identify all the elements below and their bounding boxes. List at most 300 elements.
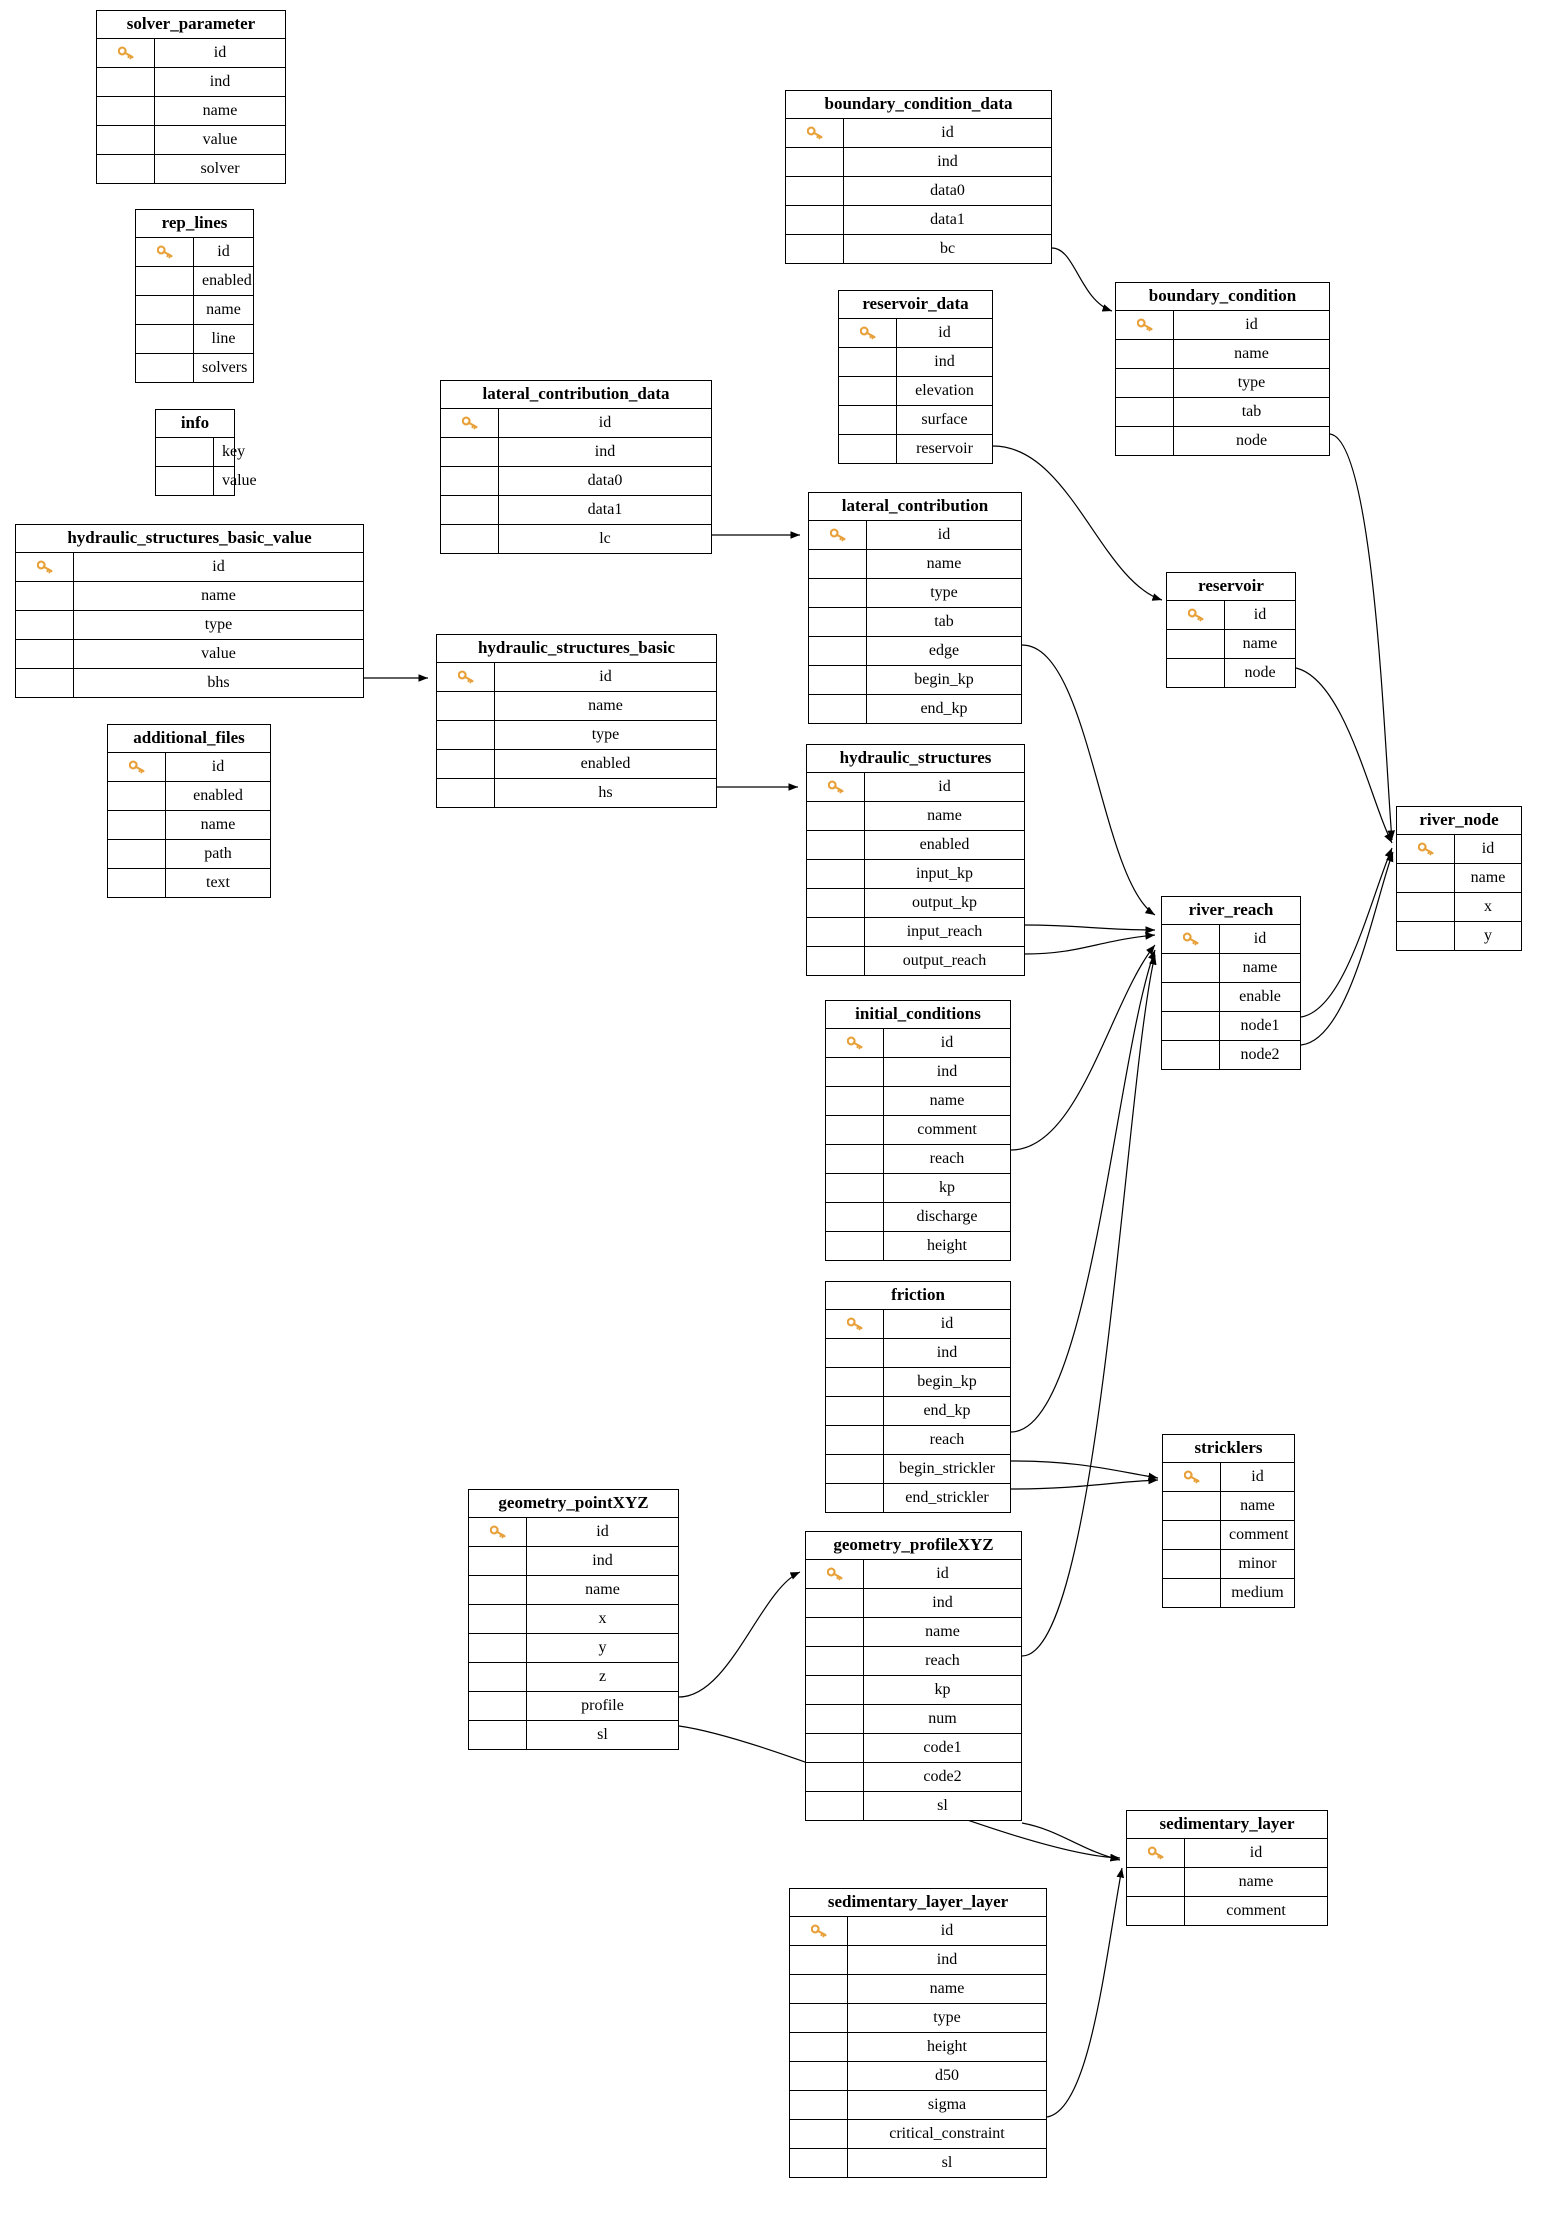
column-name: enabled: [580, 754, 631, 772]
relationship-edge: [1025, 935, 1155, 954]
entity-column-row: [809, 637, 1021, 666]
entity-table-geometry_pointXYZ[interactable]: [468, 1489, 679, 1750]
column-name: id: [938, 323, 951, 341]
column-key-cell: [1116, 340, 1174, 368]
column-key-cell: [826, 1203, 884, 1231]
entity-table-river_node[interactable]: [1396, 806, 1522, 951]
entity-column-row: [790, 1946, 1046, 1975]
column-key-cell: [441, 438, 499, 466]
column-name: tab: [934, 612, 954, 630]
column-name: num: [928, 1709, 957, 1727]
column-key-cell: [806, 1734, 864, 1762]
column-key-cell: [469, 1576, 527, 1604]
column-name: id: [1253, 929, 1267, 947]
entity-table-lateral_contribution[interactable]: [808, 492, 1022, 724]
column-name: code1: [923, 1738, 962, 1756]
column-key-cell: [1116, 369, 1174, 397]
primary-key-icon: [16, 553, 74, 581]
column-name: path: [204, 844, 232, 862]
entity-table-info[interactable]: [155, 409, 257, 496]
entity-column-row: [1116, 398, 1329, 427]
entity-table-hydraulic_structures_basic[interactable]: [436, 634, 717, 808]
entity-column-row: [807, 773, 1024, 802]
column-name: ind: [209, 72, 231, 90]
entity-column-row: [441, 409, 711, 438]
entity-table-stricklers[interactable]: [1162, 1434, 1295, 1608]
entity-column-row: [16, 669, 363, 697]
column-name: type: [930, 583, 958, 601]
entity-table-initial_conditions[interactable]: [825, 1000, 1011, 1261]
column-name: begin_kp: [917, 1372, 977, 1390]
entity-column-row: [136, 238, 253, 267]
column-name: name: [929, 1091, 965, 1109]
column-name: name: [1242, 958, 1278, 976]
column-name: name: [1242, 634, 1278, 652]
column-key-cell: [826, 1232, 884, 1260]
entity-column-row: [826, 1484, 1010, 1512]
primary-key-icon: [437, 663, 495, 691]
column-name: reach: [929, 1430, 965, 1448]
column-key-cell: [809, 637, 867, 665]
entity-column-row: [790, 2120, 1046, 2149]
entity-title: hydraulic_structures_basic_value: [16, 525, 363, 553]
column-name: id: [1249, 1843, 1263, 1861]
column-name: name: [929, 1979, 965, 1997]
column-name: id: [936, 1564, 949, 1582]
entity-column-row: [469, 1547, 678, 1576]
column-name: lc: [599, 529, 611, 547]
entity-column-row: [97, 39, 285, 68]
entity-column-row: [1163, 1579, 1294, 1607]
entity-title: additional_files: [108, 725, 270, 753]
column-name: name: [1234, 344, 1269, 362]
column-key-cell: [16, 669, 74, 697]
column-name: comment: [1229, 1525, 1289, 1543]
column-name: input_kp: [916, 864, 973, 882]
column-key-cell: [97, 68, 155, 96]
column-key-cell: [826, 1058, 884, 1086]
entity-column-row: [16, 582, 363, 611]
column-name: x: [1484, 897, 1492, 915]
column-name: name: [200, 815, 236, 833]
entity-column-row: [97, 68, 285, 97]
entity-column-row: [806, 1734, 1021, 1763]
column-name: id: [598, 413, 612, 431]
entity-column-row: [136, 296, 253, 325]
primary-key-icon: [826, 1310, 884, 1338]
entity-column-row: [16, 611, 363, 640]
column-key-cell: [1163, 1550, 1221, 1578]
column-key-cell: [97, 155, 155, 183]
column-name: end_kp: [920, 699, 968, 717]
primary-key-icon: [1163, 1463, 1221, 1491]
column-name: tab: [1241, 402, 1262, 420]
entity-table-rep_lines[interactable]: [135, 209, 254, 383]
entity-column-row: [826, 1058, 1010, 1087]
entity-title: initial_conditions: [826, 1001, 1010, 1029]
column-name: sl: [597, 1725, 608, 1743]
column-key-cell: [97, 97, 155, 125]
primary-key-icon: [1162, 925, 1220, 953]
entity-column-row: [441, 525, 711, 553]
column-name: critical_constraint: [889, 2124, 1005, 2142]
column-name: id: [212, 557, 225, 575]
relationship-edge: [1022, 645, 1155, 915]
relationship-edge: [1011, 1480, 1158, 1489]
column-name: hs: [598, 783, 613, 801]
entity-column-row: [786, 119, 1051, 148]
column-name: begin_kp: [914, 670, 974, 688]
column-key-cell: [786, 177, 844, 205]
column-key-cell: [1162, 1041, 1220, 1069]
column-key-cell: [790, 2004, 848, 2032]
column-key-cell: [441, 467, 499, 495]
entity-title: rep_lines: [136, 210, 253, 238]
column-key-cell: [437, 779, 495, 807]
entity-column-row: [1397, 835, 1521, 864]
entity-column-row: [1116, 340, 1329, 369]
column-name: minor: [1238, 1554, 1277, 1572]
entity-title: solver_parameter: [97, 11, 285, 39]
relationship-edge: [1301, 852, 1393, 1045]
entity-column-row: [469, 1576, 678, 1605]
column-key-cell: [786, 206, 844, 234]
entity-column-row: [806, 1560, 1021, 1589]
primary-key-icon: [1127, 1839, 1185, 1867]
entity-column-row: [16, 553, 363, 582]
entity-column-row: [1167, 659, 1295, 687]
entity-column-row: [437, 721, 716, 750]
column-name: name: [588, 696, 623, 714]
column-name: end_strickler: [905, 1488, 989, 1506]
entity-column-row: [1163, 1521, 1294, 1550]
entity-table-friction[interactable]: [825, 1281, 1011, 1513]
column-name: id: [1481, 839, 1495, 857]
entity-column-row: [469, 1721, 678, 1749]
entity-table-boundary_condition_data[interactable]: [785, 90, 1052, 264]
column-name: d50: [935, 2066, 959, 2084]
entity-column-row: [441, 438, 711, 467]
column-name: surface: [921, 410, 968, 428]
column-name: id: [1251, 1467, 1264, 1485]
entity-column-row: [839, 406, 992, 435]
column-name: name: [1470, 868, 1506, 886]
relationship-edge: [1047, 1868, 1122, 2117]
column-name: name: [926, 554, 962, 572]
column-name: output_kp: [912, 893, 977, 911]
primary-key-icon: [1167, 601, 1225, 629]
entity-column-row: [839, 319, 992, 348]
column-key-cell: [97, 126, 155, 154]
column-name: y: [598, 1638, 607, 1656]
column-key-cell: [1116, 427, 1174, 455]
column-key-cell: [469, 1663, 527, 1691]
entity-column-row: [1162, 983, 1300, 1012]
column-key-cell: [1127, 1868, 1185, 1896]
entity-column-row: [839, 435, 992, 463]
column-key-cell: [806, 1705, 864, 1733]
column-key-cell: [437, 721, 495, 749]
column-key-cell: [441, 525, 499, 553]
column-key-cell: [806, 1763, 864, 1791]
column-key-cell: [136, 354, 194, 382]
column-key-cell: [1397, 922, 1455, 950]
entity-table-additional_files[interactable]: [107, 724, 271, 898]
primary-key-icon: [1116, 311, 1174, 339]
entity-title: boundary_condition_data: [786, 91, 1051, 119]
column-key-cell: [437, 692, 495, 720]
column-key-cell: [809, 695, 867, 723]
column-key-cell: [469, 1605, 527, 1633]
column-name: solvers: [202, 358, 248, 376]
column-key-cell: [441, 496, 499, 524]
column-name: ind: [937, 152, 958, 170]
entity-table-geometry_profileXYZ[interactable]: [805, 1531, 1022, 1821]
column-key-cell: [156, 467, 214, 495]
entity-column-row: [826, 1310, 1010, 1339]
entity-column-row: [1163, 1463, 1294, 1492]
column-name: id: [940, 1921, 954, 1939]
relationship-edge: [1330, 434, 1392, 840]
entity-table-hydraulic_structures[interactable]: [806, 744, 1025, 976]
entity-table-lateral_contribution_data[interactable]: [440, 380, 712, 554]
entity-column-row: [826, 1029, 1010, 1058]
entity-column-row: [807, 918, 1024, 947]
relationship-edge: [1011, 950, 1155, 1432]
entity-column-row: [437, 692, 716, 721]
column-name: enabled: [202, 271, 252, 289]
column-key-cell: [807, 947, 865, 975]
entity-column-row: [441, 467, 711, 496]
entity-table-reservoir[interactable]: [1166, 572, 1296, 688]
entity-column-row: [108, 753, 270, 782]
column-name: height: [927, 1236, 967, 1254]
column-name: data0: [587, 471, 623, 489]
column-name: node2: [1240, 1045, 1280, 1063]
column-name: name: [201, 586, 236, 604]
entity-column-row: [809, 666, 1021, 695]
column-key-cell: [807, 860, 865, 888]
entity-table-river_reach[interactable]: [1161, 896, 1301, 1070]
column-key-cell: [839, 377, 897, 405]
primary-key-icon: [136, 238, 194, 266]
column-key-cell: [806, 1618, 864, 1646]
primary-key-icon: [108, 753, 166, 781]
column-key-cell: [786, 235, 844, 263]
column-name: id: [938, 777, 951, 795]
column-key-cell: [108, 782, 166, 810]
column-key-cell: [807, 918, 865, 946]
column-name: kp: [939, 1178, 955, 1196]
entity-table-hydraulic_structures_basic_value[interactable]: [15, 524, 364, 698]
column-name: enabled: [919, 835, 970, 853]
column-key-cell: [809, 579, 867, 607]
column-key-cell: [806, 1792, 864, 1820]
column-name: name: [585, 1580, 620, 1598]
column-name: ind: [936, 1343, 958, 1361]
column-name: name: [925, 1622, 960, 1640]
entity-column-row: [790, 2091, 1046, 2120]
column-name: node: [1235, 431, 1268, 449]
column-key-cell: [136, 325, 194, 353]
column-name: comment: [1226, 1901, 1286, 1919]
entity-column-row: [807, 889, 1024, 918]
column-name: profile: [581, 1696, 624, 1714]
entity-column-row: [809, 695, 1021, 723]
entity-column-row: [807, 947, 1024, 975]
column-name: reach: [925, 1651, 960, 1669]
column-key-cell: [839, 435, 897, 463]
primary-key-icon: [807, 773, 865, 801]
column-key-cell: [826, 1397, 884, 1425]
column-name: value: [202, 130, 238, 148]
entity-column-row: [786, 177, 1051, 206]
entity-table-solver_parameter[interactable]: [96, 10, 286, 184]
column-name: ind: [936, 1950, 958, 1968]
entity-title: sedimentary_layer: [1127, 1811, 1327, 1839]
column-name: discharge: [916, 1207, 978, 1225]
entity-column-row: [1163, 1550, 1294, 1579]
entity-table-sedimentary_layer_layer[interactable]: [789, 1888, 1047, 2178]
column-name: id: [599, 667, 612, 685]
entity-column-row: [1127, 1839, 1327, 1868]
entity-table-boundary_condition[interactable]: [1115, 282, 1330, 456]
entity-column-row: [806, 1676, 1021, 1705]
column-key-cell: [16, 582, 74, 610]
entity-column-row: [807, 860, 1024, 889]
column-key-cell: [809, 608, 867, 636]
entity-title: friction: [826, 1282, 1010, 1310]
column-key-cell: [826, 1368, 884, 1396]
entity-column-row: [826, 1339, 1010, 1368]
column-key-cell: [108, 840, 166, 868]
column-key-cell: [790, 2120, 848, 2148]
column-name: ind: [932, 1593, 953, 1611]
column-name: type: [1237, 373, 1266, 391]
column-key-cell: [790, 2062, 848, 2090]
column-name: bhs: [207, 673, 230, 691]
primary-key-icon: [809, 521, 867, 549]
column-name: enable: [1239, 987, 1281, 1005]
column-key-cell: [1162, 954, 1220, 982]
column-key-cell: [469, 1547, 527, 1575]
entity-column-row: [809, 608, 1021, 637]
primary-key-icon: [786, 119, 844, 147]
column-key-cell: [807, 802, 865, 830]
entity-column-row: [97, 97, 285, 126]
column-key-cell: [790, 2033, 848, 2061]
primary-key-icon: [790, 1917, 848, 1945]
column-name: id: [1245, 315, 1258, 333]
entity-title: river_reach: [1162, 897, 1300, 925]
entity-column-row: [136, 267, 253, 296]
column-name: name: [1238, 1872, 1274, 1890]
column-name: data1: [930, 210, 965, 228]
column-key-cell: [807, 889, 865, 917]
entity-title: stricklers: [1163, 1435, 1294, 1463]
column-key-cell: [108, 811, 166, 839]
entity-column-row: [826, 1087, 1010, 1116]
entity-column-row: [806, 1705, 1021, 1734]
column-key-cell: [156, 438, 214, 466]
column-key-cell: [1163, 1492, 1221, 1520]
column-key-cell: [790, 1975, 848, 2003]
column-key-cell: [826, 1174, 884, 1202]
column-key-cell: [1162, 1012, 1220, 1040]
entity-column-row: [469, 1634, 678, 1663]
column-key-cell: [826, 1339, 884, 1367]
entity-column-row: [786, 206, 1051, 235]
column-key-cell: [806, 1647, 864, 1675]
primary-key-icon: [826, 1029, 884, 1057]
entity-title: reservoir_data: [839, 291, 992, 319]
entity-column-row: [437, 779, 716, 807]
column-name: id: [217, 242, 230, 260]
entity-column-row: [437, 663, 716, 692]
entity-column-row: [826, 1368, 1010, 1397]
primary-key-icon: [97, 39, 155, 67]
column-name: name: [206, 300, 241, 318]
entity-column-row: [108, 811, 270, 840]
column-key-cell: [826, 1087, 884, 1115]
column-name: data1: [587, 500, 623, 518]
column-key-cell: [807, 831, 865, 859]
entity-column-row: [469, 1692, 678, 1721]
column-name: id: [940, 1314, 954, 1332]
entity-column-row: [806, 1589, 1021, 1618]
entity-column-row: [826, 1232, 1010, 1260]
column-key-cell: [1163, 1521, 1221, 1549]
column-key-cell: [16, 611, 74, 639]
entity-column-row: [790, 2004, 1046, 2033]
entity-table-sedimentary_layer[interactable]: [1126, 1810, 1328, 1926]
column-name: medium: [1231, 1583, 1284, 1601]
column-name: id: [596, 1522, 609, 1540]
entity-column-row: [97, 126, 285, 155]
entity-column-row: [16, 640, 363, 669]
column-name: bc: [939, 239, 956, 257]
entity-table-reservoir_data[interactable]: [838, 290, 993, 464]
column-key-cell: [1163, 1579, 1221, 1607]
column-name: line: [211, 329, 236, 347]
entity-column-row: [826, 1145, 1010, 1174]
column-key-cell: [16, 640, 74, 668]
relationship-edge: [1011, 1461, 1158, 1478]
entity-column-row: [108, 840, 270, 869]
column-key-cell: [806, 1589, 864, 1617]
column-key-cell: [108, 869, 166, 897]
entity-column-row: [1116, 311, 1329, 340]
entity-column-row: [108, 782, 270, 811]
entity-column-row: [136, 325, 253, 354]
entity-column-row: [809, 550, 1021, 579]
entity-column-row: [1127, 1897, 1327, 1925]
column-name: text: [206, 873, 230, 891]
entity-column-row: [806, 1618, 1021, 1647]
entity-title: reservoir: [1167, 573, 1295, 601]
entity-column-row: [1162, 1041, 1300, 1069]
entity-column-row: [136, 354, 253, 382]
entity-title: lateral_contribution_data: [441, 381, 711, 409]
entity-column-row: [786, 148, 1051, 177]
column-name: data0: [930, 181, 965, 199]
column-key-cell: [839, 406, 897, 434]
relationship-edge: [1022, 1823, 1120, 1860]
column-key-cell: [469, 1634, 527, 1662]
entity-column-row: [806, 1763, 1021, 1792]
entity-column-row: [469, 1518, 678, 1547]
column-key-cell: [469, 1692, 527, 1720]
